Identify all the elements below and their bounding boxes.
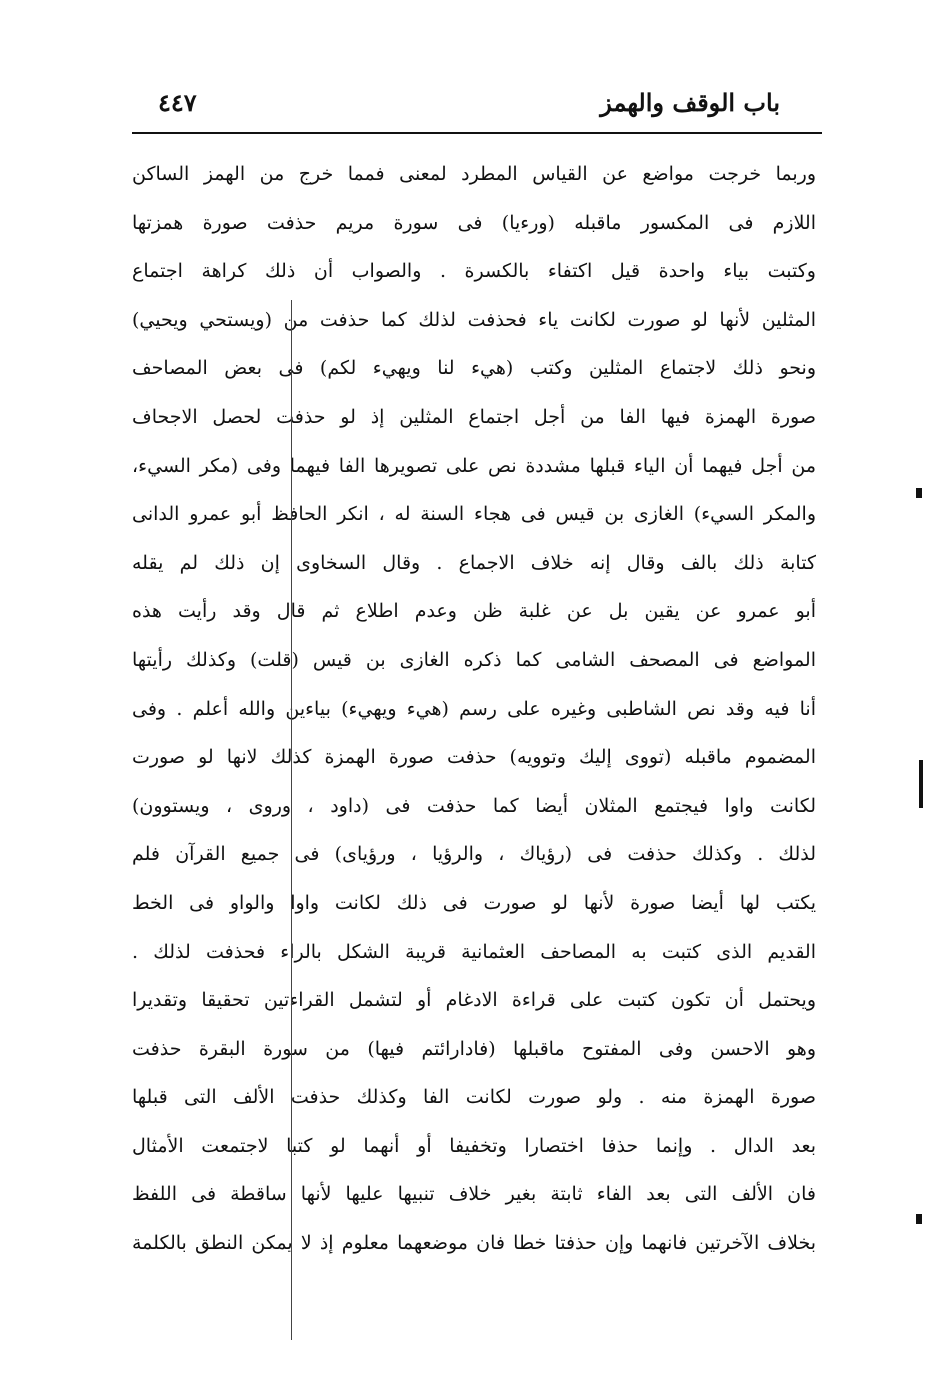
scan-edge-mark bbox=[916, 488, 922, 498]
text-line: المثلين لأنها لو صورت لكانت ياء فحذفت لذلك كما حذفت من (ويستحي ويحيي) bbox=[132, 308, 816, 331]
text-line: القديم الذى كتبت به المصاحف العثمانية قريبة الشكل بالراء فحذفت لذلك . bbox=[132, 940, 816, 963]
text-line: والمكر السيء) الغازى بن قيس فى هجاء السنة له ، انكر الحافظ أبو عمرو الدانى bbox=[132, 503, 816, 526]
text-line: صورة الهمزة فيها الفا من أجل اجتماع المثلين إذ لو حذفت لحصل الاجحاف bbox=[132, 405, 816, 428]
text-line: أبو عمرو عن يقين بل عن غلبة ظن وعدم اطلاع ثم قال وقد رأيت هذه bbox=[132, 600, 816, 623]
text-line: وكتبت بياء واحدة قيل اكتفاء بالكسرة . والصواب أن ذلك كراهة اجتماع bbox=[132, 260, 816, 283]
text-line: من أجل فيهما أن الياء قبلها مشددة نص على تصويرها الفا فيهما وفى (مكر السيء، bbox=[132, 454, 816, 477]
text-line: المضموم ماقبله (تووى إليك وتوويه) حذفت صورة الهمزة كذلك لانها لو صورت bbox=[132, 746, 816, 769]
text-line: وربما خرجت مواضع عن القياس المطرد لمعنى فمما خرج من الهمز الساكن bbox=[132, 163, 816, 185]
scan-fold-line bbox=[291, 300, 292, 1340]
text-line: فان الألف التى بعد الفاء ثابتة بغير خلاف تنبيها عليها لأنها ساقطة فى اللفظ bbox=[132, 1183, 816, 1206]
running-title: باب الوقف والهمز bbox=[600, 88, 780, 117]
body-text bbox=[132, 150, 816, 1268]
page-header bbox=[132, 88, 820, 124]
text-line: بخلاف الآخرتين فانهما وإن حذفتا خطا فان موضعهما معلوم إذ لا يمكن النطق بالكلمة bbox=[132, 1232, 816, 1255]
text-line: صورة الهمزة منه . ولو صورت لكانت الفا وكذلك حذفت الألف التى قبلها bbox=[132, 1086, 816, 1109]
text-line: وهو الاحسن وفى المفتوح ماقبلها (فادارائتم فيها) من سورة البقرة حذفت bbox=[132, 1037, 816, 1060]
text-line: أنا فيه وقد نص الشاطبى وغيره على رسم (هيء ويهيء) بياءين والله أعلم . وفى bbox=[132, 697, 816, 720]
header-rule bbox=[132, 132, 822, 134]
page-number: ٤٤٧ bbox=[158, 88, 197, 117]
text-line: لكانت واوا فيجتمع المثلان أيضا كما حذفت فى (داود ، وروى ، ويستوون) bbox=[132, 794, 816, 817]
text-line: لذلك . وكذلك حذفت فى (رؤياك ، والرؤيا ، ورؤياى) فى جميع القرآن فلم bbox=[132, 843, 816, 866]
text-line: المواضع فى المصحف الشامى كما ذكره الغازى بن قيس (قلت) وكذلك رأيتها bbox=[132, 648, 816, 671]
text-line: ويحتمل أن تكون كتبت على قراءة الادغام أو لتشمل القراءتين تحقيقا وتقديرا bbox=[132, 989, 816, 1012]
text-line: بعد الدال . وإنما حذفا اختصارا وتخفيفا أو أنهما لو كتبا لاجتمعت الأمثال bbox=[132, 1134, 816, 1157]
text-line: اللازم فى المكسور ماقبله (ورءيا) فى سورة مريم حذفت صورة همزتها bbox=[132, 211, 816, 234]
scan-edge-mark bbox=[916, 1214, 922, 1224]
text-line: يكتب لها أيضا صورة لأنها لو صورت فى ذلك لكانت واوا والواو فى الخط bbox=[132, 891, 816, 914]
text-line: كتابة ذلك بالف وقال إنه خلاف الاجماع . وقال السخاوى إن ذلك لم يقله bbox=[132, 551, 816, 574]
scan-edge-mark bbox=[919, 760, 923, 808]
text-line: ونحو ذلك لاجتماع المثلين وكتب (هيء لنا ويهيء لكم) فى بعض المصاحف bbox=[132, 357, 816, 380]
